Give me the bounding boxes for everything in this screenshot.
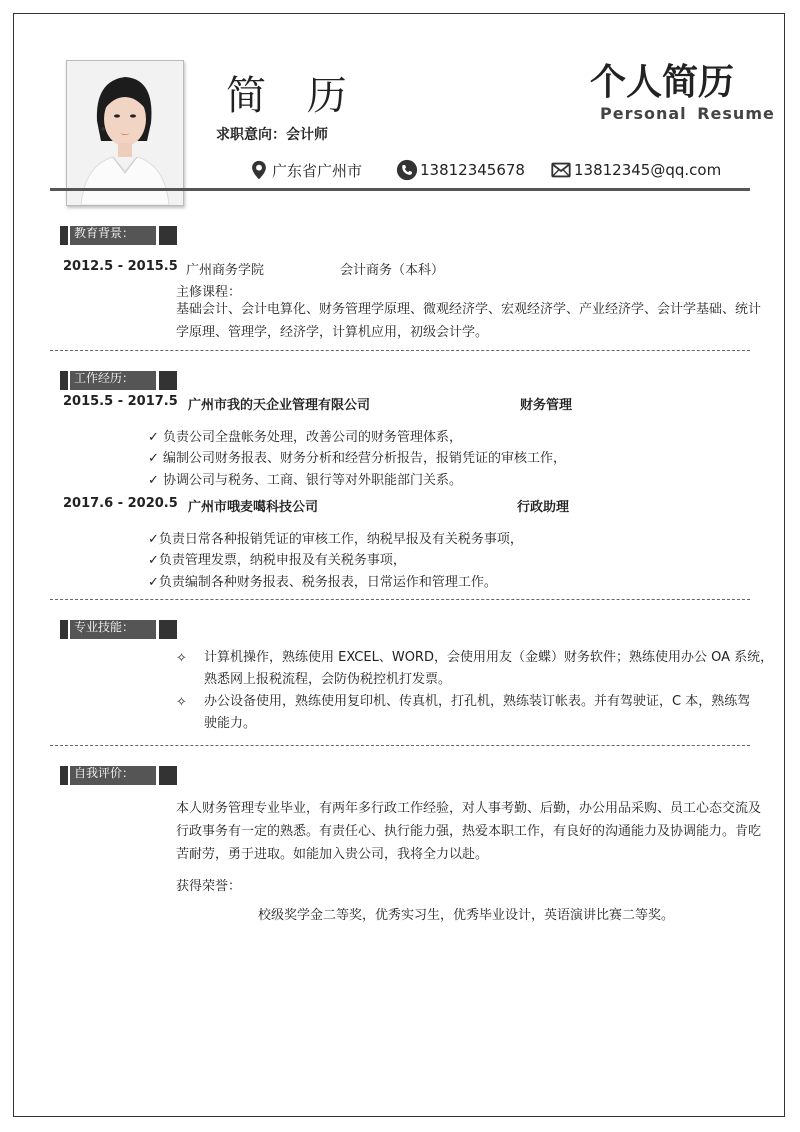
section-heading-education [60,226,177,245]
section-heading-work [60,371,177,390]
page-subtitle: Personal Resume [600,104,775,123]
contact-email [550,158,721,182]
skill-2-line-1: 办公设备使用，熟练使用复印机、传真机，打孔机，熟练装订帐表。并有驾驶证，C 本，熟练驾 [204,694,751,709]
section-divider [50,745,750,746]
location-text: 广东省广州市 [272,161,363,180]
section-heading-skills [60,620,177,639]
header-divider [50,188,750,191]
job-2-company: 广州市哦麦噶科技公司 [188,500,319,515]
section-heading-self-eval [60,766,177,785]
skill-1-line-2: 熟悉网上报税流程，会防伪税控机打发票。 [204,672,452,687]
education-school: 广州商务学院 [186,263,265,278]
skill-2-line-2: 驶能力。 [204,716,257,731]
skill-1-line-1: 计算机操作，熟练使用 EXCEL、WORD，会使用用友（金蝶）财务软件；熟练使用办公 OA 系统， [204,650,774,665]
job-1-bullet: ✓ 编制公司财务报表、财务分析和经营分析报告，报销凭证的审核工作， [148,451,567,466]
phone-text: 13812345678 [420,161,525,179]
page-title: 个人简历 [590,62,735,103]
education-major: 会计商务（本科） [340,263,445,278]
education-period: 2012.5 - 2015.5 [63,259,178,274]
section-label: 自我评价： [70,766,156,785]
job-1-period: 2015.5 - 2017.5 [63,394,178,409]
honors-text: 校级奖学金二等奖，优秀实习生，优秀毕业设计，英语演讲比赛二等奖。 [258,908,675,923]
job-2-role: 行政助理 [517,500,570,515]
skill-1-marker: ✧ [176,651,187,666]
job-1-role: 财务管理 [520,398,573,413]
courses-label: 主修课程： [176,285,242,300]
job-2-bullet: ✓负责日常各种报销凭证的审核工作，纳税早报及有关税务事项， [148,532,523,547]
contact-location [248,158,362,182]
honors-label: 获得荣誉： [176,879,242,894]
job-1-company: 广州市我的天企业管理有限公司 [188,398,371,413]
job-2-period: 2017.6 - 2020.5 [63,496,178,511]
section-divider [50,599,750,600]
email-text: 13812345@qq.com [574,161,722,179]
job-objective: 求职意向：会计师 [216,127,328,143]
self-eval-line-1: 本人财务管理专业毕业，有两年多行政工作经验，对人事考勤、后勤，办公用品采购、员工心态交流及 [176,801,762,816]
portrait-image [67,61,183,205]
job-1-bullet: ✓ 负责公司全盘帐务处理，改善公司的财务管理体系， [148,430,463,445]
location-pin-icon [248,159,270,181]
profile-photo [66,60,184,206]
job-1-bullet: ✓ 协调公司与税务、工商、银行等对外职能部门关系。 [148,473,463,488]
section-label: 教育背景： [70,226,156,245]
skill-2-marker: ✧ [176,695,187,710]
courses-line-1: 基础会计、会计电算化、财务管理学原理、微观经济学、宏观经济学、产业经济学、会计学基础、统计 [176,302,762,317]
job-2-bullet: ✓负责管理发票，纳税申报及有关税务事项， [148,553,406,568]
section-divider [50,350,750,351]
job-2-bullet: ✓负责编制各种财务报表、税务报表，日常运作和管理工作。 [148,575,497,590]
section-label: 专业技能： [70,620,156,639]
courses-line-2: 学原理、管理学，经济学，计算机应用，初级会计学。 [176,325,489,340]
self-eval-line-3: 苦耐劳，勇于进取。如能加入贵公司，我将全力以赴。 [176,847,489,862]
phone-icon [396,159,418,181]
section-label: 工作经历： [70,371,156,390]
envelope-icon [550,159,572,181]
contact-phone [396,158,525,182]
self-eval-line-2: 行政事务有一定的熟悉。有责任心、执行能力强，热爱本职工作，有良好的沟通能力及协调能力。肯吃 [176,824,762,839]
resume-name-title: 简 历 [226,73,361,119]
